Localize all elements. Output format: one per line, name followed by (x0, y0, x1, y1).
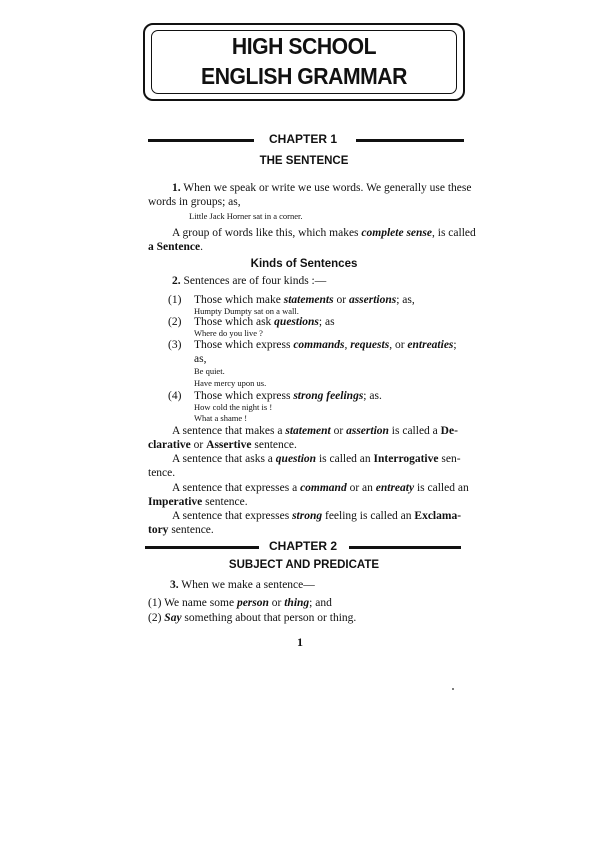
kind-4-example-2: What a shame ! (194, 413, 248, 423)
scan-speck (452, 688, 454, 690)
paragraph-2-line-2: a Sentence. (148, 241, 203, 253)
chapter-2-item-2: (2) Say something about that person or thing. (148, 612, 357, 624)
kind-2-text: Those which ask questions; as (194, 316, 335, 328)
definition-imperative-line-1: A sentence that expresses a command or an entreaty is called an (172, 482, 469, 494)
kind-3-number: (3) (168, 339, 182, 351)
title-box (143, 23, 465, 101)
chapter-2-rule-right (349, 546, 461, 549)
chapter-2-rule-left (145, 546, 259, 549)
kind-2-example: Where do you live ? (194, 328, 263, 338)
definition-declarative-line-1: A sentence that makes a statement or assertion is called a De- (172, 425, 458, 437)
paragraph-1-line-1: 1. When we speak or write we use words. We generally use these (172, 182, 472, 194)
kind-3-example-2: Have mercy upon us. (194, 378, 267, 388)
chapter-2-title: SUBJECT AND PREDICATE (228, 559, 380, 571)
kind-3-continuation: as, (194, 353, 207, 365)
kind-4-example-1: How cold the night is ! (194, 402, 273, 412)
chapter-1-rule-right (356, 139, 464, 142)
definition-interrogative-line-2: tence. (148, 467, 176, 479)
kind-1-example: Humpty Dumpty sat on a wall. (194, 306, 299, 316)
chapter-2-heading (145, 539, 461, 555)
paragraph-3: 2. Sentences are of four kinds :— (172, 275, 327, 287)
page-number: 1 (297, 635, 303, 649)
paragraph-2-line-1: A group of words like this, which makes complete sense, is called (172, 227, 476, 239)
kind-4-text: Those which express strong feelings; as. (194, 390, 382, 402)
chapter-1-rule-left (148, 139, 254, 142)
kind-3-example-1: Be quiet. (194, 366, 225, 376)
book-title-line-1: HIGH SCHOOL (231, 33, 377, 59)
paragraph-1-line-2: words in groups; as, (148, 196, 241, 208)
paragraph-number: 1. (172, 182, 181, 194)
kind-1-text: Those which make statements or assertions; as, (194, 294, 415, 306)
kind-4-number: (4) (168, 390, 182, 402)
definition-exclamatory-line-1: A sentence that expresses strong feeling is called an Exclama- (172, 510, 462, 522)
kind-3-text: Those which express commands, requests, or entreaties; (194, 339, 457, 351)
chapter-2-label: CHAPTER 2 (269, 539, 338, 553)
chapter-2-item-1: (1) We name some person or thing; and (148, 597, 332, 609)
definition-interrogative-line-1: A sentence that asks a question is called an Interrogative sen- (172, 453, 461, 465)
kinds-of-sentences-heading: Kinds of Sentences (250, 258, 358, 270)
chapter-1-title: THE SENTENCE (259, 155, 349, 167)
definition-imperative-line-2: Imperative sentence. (148, 496, 248, 508)
kind-1-number: (1) (168, 294, 182, 306)
book-title-line-2: ENGLISH GRAMMAR (201, 63, 407, 89)
chapter-1-heading (148, 132, 464, 148)
definition-exclamatory-line-2: tory sentence. (148, 524, 214, 536)
chapter-1-label: CHAPTER 1 (269, 132, 338, 146)
example-1: Little Jack Horner sat in a corner. (189, 211, 303, 221)
chapter-2-paragraph-1: 3. When we make a sentence— (170, 579, 315, 591)
kind-2-number: (2) (168, 316, 182, 328)
definition-declarative-line-2: clarative or Assertive sentence. (148, 439, 297, 451)
